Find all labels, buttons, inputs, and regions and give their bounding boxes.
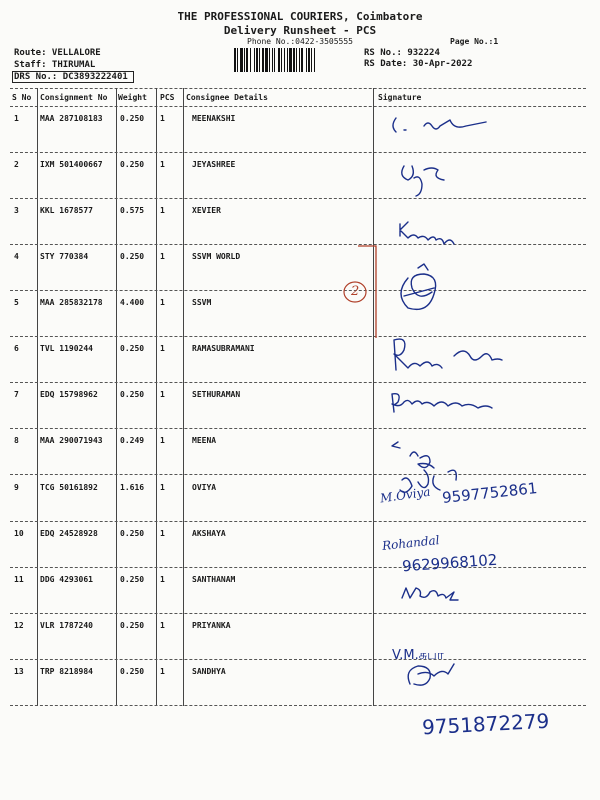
col-consignee: Consignee Details [186, 93, 268, 102]
cell-sno: 13 [14, 667, 24, 676]
handwritten-phone-row-9: 9597752861 [441, 479, 539, 507]
col-signature: Signature [378, 93, 422, 102]
handwritten-signature-row-10: Rohandal [381, 533, 441, 553]
barcode-bar [272, 48, 273, 72]
signature-row-7 [392, 394, 492, 412]
barcode-bar [308, 48, 310, 72]
cell-sno: 6 [14, 344, 19, 353]
signature-row-2 [402, 166, 444, 196]
barcode-bar [278, 48, 280, 72]
staff-label: Staff: THIRUMAL [14, 60, 96, 70]
circled-number: 2 [351, 284, 360, 299]
cell-sno: 10 [14, 529, 24, 538]
cell-consignee: SSVM [192, 298, 212, 307]
cell-pcs: 1 [160, 252, 165, 261]
cell-weight: 0.250 [120, 621, 145, 630]
barcode-bar [259, 48, 260, 72]
barcode-bar [269, 48, 270, 72]
company-title: THE PROFESSIONAL COURIERS, Coimbatore [177, 10, 423, 23]
barcode-bar [314, 48, 315, 72]
barcode-bar [284, 48, 285, 72]
cell-consignee: AKSHAYA [192, 529, 226, 538]
cell-weight: 0.250 [120, 390, 145, 399]
cell-sno: 4 [14, 252, 19, 261]
cell-sno: 5 [14, 298, 19, 307]
cell-pcs: 1 [160, 206, 165, 215]
cell-weight: 0.250 [120, 575, 145, 584]
cell-consignment: KKL 1678577 [40, 206, 93, 215]
col-sno: S No [12, 93, 32, 102]
cell-pcs: 1 [160, 160, 165, 169]
signature-row-6 [394, 339, 502, 370]
cell-consignee: RAMASUBRAMANI [192, 344, 255, 353]
cell-consignee: MEENAKSHI [192, 114, 236, 123]
signature-row-11 [402, 588, 458, 600]
cell-consignment: EDQ 15798962 [40, 390, 98, 399]
cell-weight: 4.400 [120, 298, 145, 307]
cell-consignment: DDG 4293061 [40, 575, 93, 584]
cell-pcs: 1 [160, 436, 165, 445]
barcode-bar [274, 48, 275, 72]
cell-consignee: SETHURAMAN [192, 390, 241, 399]
col-pcs: PCS [160, 93, 175, 102]
cell-pcs: 1 [160, 298, 165, 307]
cell-weight: 0.250 [120, 344, 145, 353]
handwritten-name-row-12: V.M.சுபா [392, 648, 444, 663]
cell-consignment: TVL 1190244 [40, 344, 93, 353]
barcode-bar [246, 48, 248, 72]
cell-weight: 0.250 [120, 114, 145, 123]
cell-consignee: JEYASHREE [192, 160, 236, 169]
barcode [232, 47, 358, 73]
cell-weight: 0.250 [120, 252, 145, 261]
cell-consignment: VLR 1787240 [40, 621, 93, 630]
barcode-bar [293, 48, 295, 72]
signature-row-1 [393, 118, 486, 132]
cell-weight: 0.575 [120, 206, 145, 215]
barcode-bar [311, 48, 312, 72]
cell-consignment: MAA 287108183 [40, 114, 103, 123]
barcode-bar [287, 48, 288, 72]
cell-weight: 0.250 [120, 529, 145, 538]
row-separator [10, 705, 586, 706]
col-consignment: Consignment No [40, 93, 108, 102]
cell-consignment: IXM 501400667 [40, 160, 103, 169]
cell-consignment: TRP 8218984 [40, 667, 93, 676]
handwritten-phone-bottom: 9751872279 [421, 708, 550, 740]
barcode-bar [250, 48, 251, 72]
cell-pcs: 1 [160, 483, 165, 492]
cell-weight: 1.616 [120, 483, 145, 492]
cell-weight: 0.250 [120, 667, 145, 676]
signature-column [374, 108, 594, 688]
rs-date: RS Date: 30-Apr-2022 [364, 59, 473, 69]
barcode-bar [254, 48, 255, 72]
cell-consignment: TCG 50161892 [40, 483, 98, 492]
barcode-bar [234, 48, 236, 72]
cell-sno: 3 [14, 206, 19, 215]
signature-row-3 [400, 222, 454, 244]
cell-consignment: MAA 285832178 [40, 298, 103, 307]
rs-number: RS No.: 932224 [364, 48, 440, 58]
barcode-bar [256, 48, 258, 72]
signature-row-8 [392, 442, 434, 468]
cell-consignment: EDQ 24528928 [40, 529, 98, 538]
signature-row-4-5 [401, 264, 436, 309]
barcode-bar [281, 48, 282, 72]
cell-pcs: 1 [160, 390, 165, 399]
handwritten-phone-row-10: 9629968102 [401, 550, 498, 576]
barcode-bar [237, 48, 238, 72]
cell-sno: 11 [14, 575, 24, 584]
cell-consignment: STY 770384 [40, 252, 89, 261]
company-phone: Phone No.:0422-3505555 [247, 37, 353, 46]
cell-pcs: 1 [160, 667, 165, 676]
cell-sno: 7 [14, 390, 19, 399]
barcode-bar [301, 48, 303, 72]
runsheet-subtitle: Delivery Runsheet - PCS [223, 24, 377, 37]
barcode-bar [262, 48, 264, 72]
cell-sno: 2 [14, 160, 19, 169]
cell-consignee: PRIYANKA [192, 621, 231, 630]
signature-row-13 [408, 664, 454, 685]
cell-sno: 12 [14, 621, 24, 630]
barcode-bar [265, 48, 268, 72]
cell-consignee: SANTHANAM [192, 575, 236, 584]
cell-pcs: 1 [160, 344, 165, 353]
cell-sno: 8 [14, 436, 19, 445]
cell-consignee: XEVIER [192, 206, 221, 215]
drs-number: DRS No.: DC3893222401 [14, 72, 128, 82]
cell-consignee: SSVM WORLD [192, 252, 241, 261]
cell-weight: 0.250 [120, 160, 145, 169]
handwritten-name-row-9: M.Oviya [379, 484, 432, 506]
barcode-bar [240, 48, 243, 72]
cell-consignee: SANDHYA [192, 667, 226, 676]
barcode-bar [244, 48, 245, 72]
cell-consignee: OVIYA [192, 483, 217, 492]
barcode-bar [299, 48, 300, 72]
cell-pcs: 1 [160, 575, 165, 584]
table-top-rule [10, 88, 586, 89]
barcode-bar [296, 48, 297, 72]
cell-weight: 0.249 [120, 436, 145, 445]
cell-consignment: MAA 290071943 [40, 436, 103, 445]
col-weight: Weight [118, 93, 147, 102]
barcode-bar [306, 48, 307, 72]
barcode-bar [289, 48, 292, 72]
cell-pcs: 1 [160, 529, 165, 538]
cell-pcs: 1 [160, 621, 165, 630]
table-header-rule [10, 106, 586, 107]
cell-sno: 1 [14, 114, 19, 123]
cell-consignee: MEENA [192, 436, 217, 445]
page-number: Page No.:1 [450, 37, 499, 46]
cell-pcs: 1 [160, 114, 165, 123]
cell-sno: 9 [14, 483, 19, 492]
route-label: Route: VELLALORE [14, 48, 101, 58]
